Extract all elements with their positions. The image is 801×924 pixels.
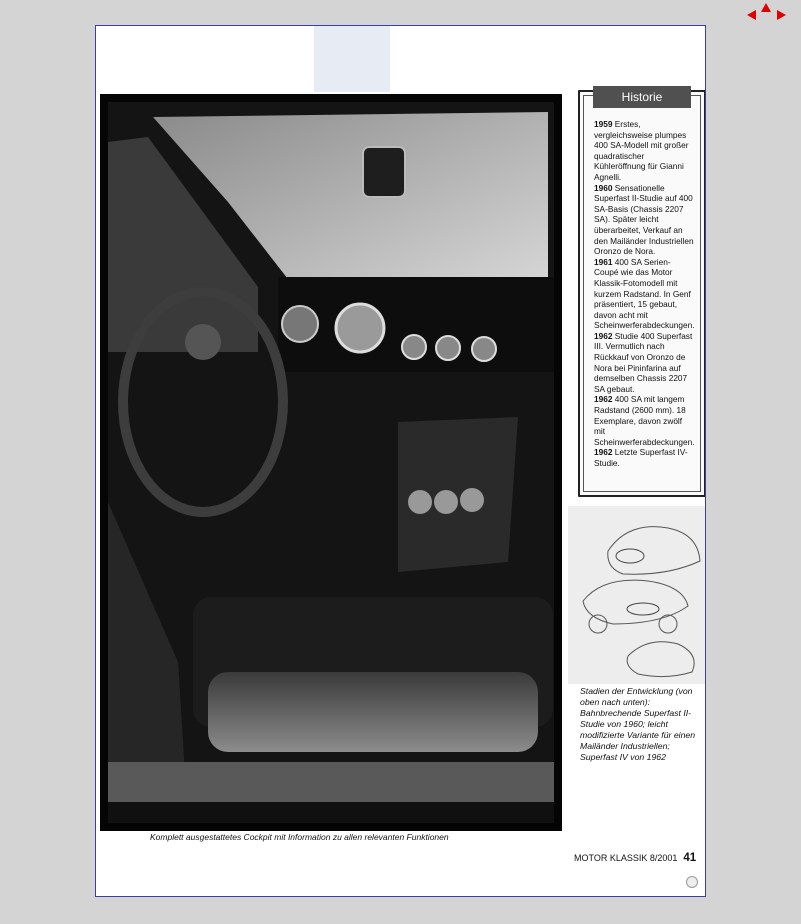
history-entry (594, 394, 694, 447)
design-sketches (568, 506, 706, 684)
next-page-arrow-icon[interactable] (777, 10, 786, 20)
entry-year: 1959 (594, 119, 613, 129)
magazine-issue: MOTOR KLASSIK 8/2001 (574, 853, 678, 863)
entry-text: 400 SA Serien-Coupé wie das Motor Klassik-Fotomodell mit kurzem Radstand. In Genf präsentiert, 15 gebaut, davon acht mit Scheinwerferabdeckungen. (594, 256, 695, 331)
history-entry (594, 119, 694, 183)
sidebar-title: Historie (593, 86, 691, 108)
entry-year: 1962 (594, 330, 613, 341)
history-sidebar (578, 90, 706, 497)
entry-year: 1962 (594, 447, 613, 458)
history-entry (594, 183, 694, 257)
history-entry (594, 257, 694, 331)
entry-year: 1962 (594, 394, 613, 405)
entry-year: 1961 (594, 256, 613, 267)
sketch-illustration (568, 506, 706, 684)
entry-text: Erstes, vergleichsweise plumpes 400 SA-Modell mit großer quadratischer Kühleröffnung für Gianni Agnelli. (594, 119, 689, 182)
previous-page-arrow-icon[interactable] (747, 10, 756, 20)
cockpit-illustration (108, 102, 554, 823)
entry-text: 400 SA mit langem Radstand (2600 mm). 18 Exemplare, davon zwölf mit Scheinwerferabdeckungen. (594, 394, 695, 447)
photo-caption: Komplett ausgestattetes Cockpit mit Information zu allen relevanten Funktionen (150, 832, 449, 842)
faded-background-mark (314, 26, 390, 92)
history-entry (594, 447, 694, 468)
magazine-page (95, 25, 706, 897)
page-navigation (747, 3, 791, 23)
entry-text: Sensationelle Superfast II-Studie auf 400 SA-Basis (Chassis 2207 SA). Später leicht überarbeitet, Verkauf an den Mailänder Industriellen Oronzo de Nora. (594, 182, 694, 257)
page-footer (574, 852, 696, 864)
entry-year: 1960 (594, 182, 613, 193)
page-number: 41 (683, 852, 697, 864)
history-entry (594, 331, 694, 395)
history-entries (594, 119, 694, 469)
up-arrow-icon[interactable] (761, 3, 771, 12)
publisher-logo-icon (686, 876, 698, 888)
sketch-caption: Stadien der Entwicklung (von oben nach unten): Bahnbrechende Superfast II-Studie von 1960; leicht modifizierte Variante für einen Mailänder Industriellen; Superfast IV von 1962 (580, 686, 696, 762)
cockpit-photo (100, 94, 562, 831)
entry-text: Studie 400 Superfast III. Vermutlich nach Rückkauf von Oronzo de Nora bei Pininfarina auf demselben Chassis 2207 SA gebaut. (594, 330, 693, 394)
entry-text: Letzte Superfast IV-Studie. (594, 447, 688, 468)
